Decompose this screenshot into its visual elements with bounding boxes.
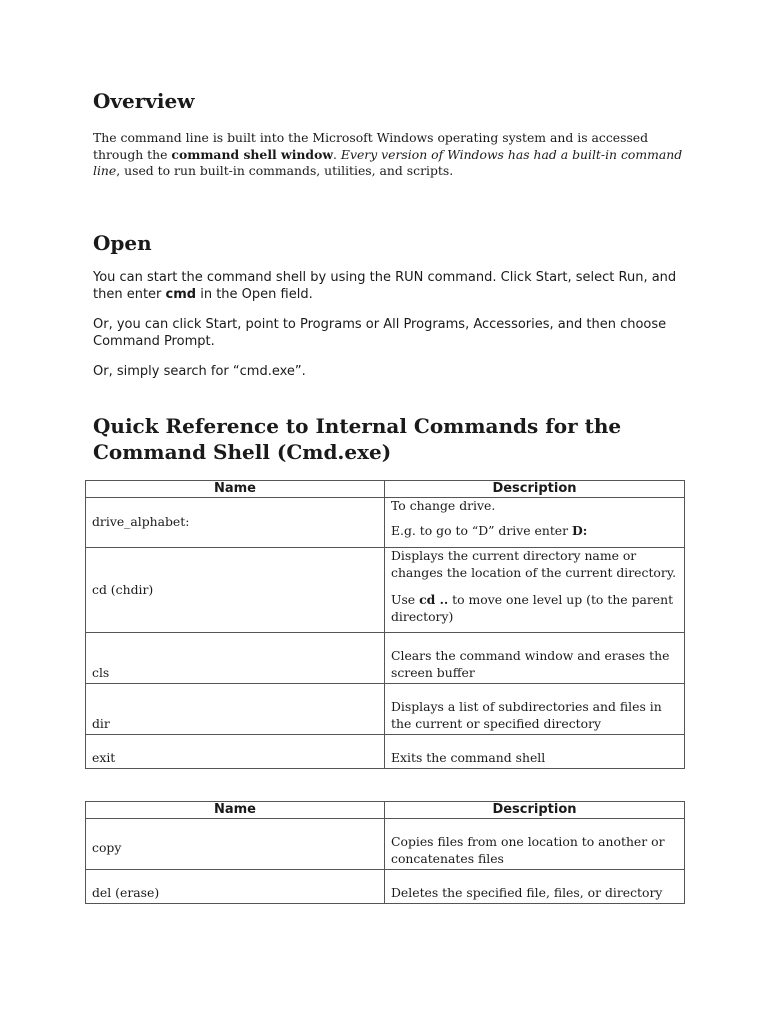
- open-p1-bold: cmd: [165, 286, 197, 302]
- table-header-row: [86, 481, 685, 498]
- command-name: dir: [86, 684, 385, 735]
- overview-heading: Overview: [93, 89, 195, 113]
- command-description: Displays a list of subdirectories and files in the current or specified directory: [385, 684, 685, 735]
- header-name: Name: [86, 481, 385, 498]
- overview-text-2: .: [333, 146, 341, 162]
- open-paragraph-1: [93, 270, 693, 303]
- overview-paragraph: [93, 130, 693, 180]
- commands-table-1: [85, 480, 685, 769]
- overview-italic-text: Every version of Windows has had a built-in command line: [93, 146, 683, 178]
- table-row: [86, 633, 685, 684]
- table-row: [86, 498, 685, 548]
- overview-bold-term: command shell window: [171, 146, 334, 162]
- command-description: Copies files from one location to another or concatenates files: [385, 819, 685, 870]
- command-description: Exits the command shell: [385, 735, 685, 769]
- description-text: to move one level up (to the parent directory): [391, 592, 674, 624]
- command-name: del (erase): [86, 870, 385, 904]
- overview-text-3: , used to run built-in commands, utilities, and scripts.: [116, 163, 454, 178]
- header-description: Description: [385, 802, 685, 819]
- overview-text-1: The command line is built into the Microsoft Windows operating system and is accessed through the: [93, 130, 649, 162]
- description-bold: D:: [572, 522, 588, 538]
- table-row: [86, 548, 685, 633]
- quick-reference-heading: Quick Reference to Internal Commands for the Command Shell (Cmd.exe): [93, 414, 622, 464]
- command-name: cls: [86, 633, 385, 684]
- description-line: To change drive.: [391, 498, 496, 513]
- command-name: drive_alphabet:: [86, 498, 385, 548]
- commands-table-2: [85, 801, 685, 904]
- command-description: Clears the command window and erases the screen buffer: [385, 633, 685, 684]
- open-paragraph-2: Or, you can click Start, point to Programs or All Programs, Accessories, and then choose Command Prompt.: [93, 317, 667, 349]
- command-description: Deletes the specified file, files, or directory: [385, 870, 685, 904]
- description-text: Use: [391, 592, 420, 607]
- open-paragraph-3: Or, simply search for “cmd.exe”.: [93, 364, 306, 379]
- table-header-row: [86, 802, 685, 819]
- table-row: [86, 735, 685, 769]
- header-name: Name: [86, 802, 385, 819]
- description-line: Displays the current directory name or changes the location of the current directory.: [391, 548, 677, 580]
- open-p1-text-2: in the Open field.: [196, 286, 313, 302]
- command-name: exit: [86, 735, 385, 769]
- open-heading: Open: [93, 231, 152, 255]
- paragraph-gap: [391, 515, 678, 523]
- command-name: copy: [86, 819, 385, 870]
- header-description: Description: [385, 481, 685, 498]
- description-bold: cd ..: [419, 592, 449, 607]
- paragraph-gap: [391, 581, 678, 592]
- table-row: [86, 870, 685, 904]
- open-p1-text-1: You can start the command shell by using the RUN command. Click Start, select Run, and then enter: [93, 270, 677, 302]
- command-name: cd (chdir): [86, 548, 385, 633]
- command-description: [385, 498, 685, 548]
- description-text: E.g. to go to “D” drive enter: [391, 522, 572, 538]
- table-row: [86, 684, 685, 735]
- command-description: [385, 548, 685, 633]
- table-row: [86, 819, 685, 870]
